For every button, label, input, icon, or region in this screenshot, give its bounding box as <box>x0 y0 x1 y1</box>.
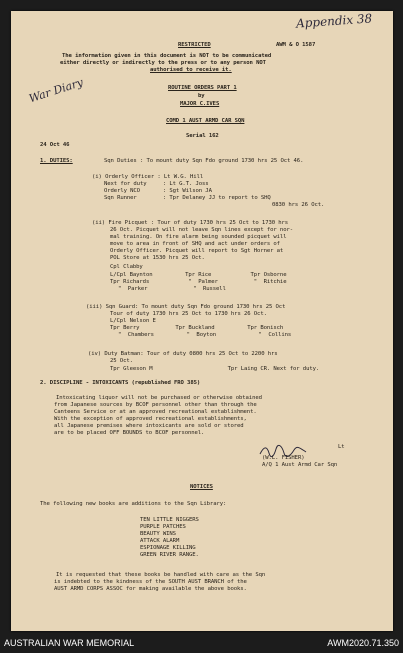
duty-line: 26 Oct. Picquet will not leave Sqn lines except for nor- <box>110 227 293 233</box>
orders-date: 24 Oct 46 <box>40 142 70 148</box>
duty-line: mal training. On fire alarm being sounded picquet will <box>110 234 287 240</box>
notice-line: The information given in this document is NOT to be communicated <box>62 53 272 59</box>
archive-footer <box>0 633 403 653</box>
duty-line: " Chambers " Boyton " Collins <box>118 332 292 338</box>
duty-line: Orderly NCO : Sgt Wilson JA <box>104 188 212 194</box>
discipline-line: With the exception of approved recreational establishments, <box>54 416 247 422</box>
duty-line: POL Store at 1530 hrs 25 Oct. <box>110 255 205 261</box>
duty-line: Tpr Berry Tpr Buckland Tpr Bonisch <box>110 325 284 331</box>
book-title: TEN LITTLE NIGGERS <box>140 517 199 523</box>
duty-line: (i) Orderly Officer : Lt W.G. Hill <box>92 174 204 180</box>
notices-heading: NOTICES <box>190 484 213 490</box>
reference-number: AWM & O 1587 <box>276 42 316 48</box>
discipline-line: from Japanese sources by BCOF personnel other than through the <box>54 402 257 408</box>
notices-closing: It is requested that these books be handled with care as the Sqn <box>56 572 266 578</box>
duty-line: L/Cpl Nelson E <box>110 318 156 324</box>
duty-line: 0830 hrs 26 Oct. <box>272 202 325 208</box>
signatory-title: A/Q 1 Aust Armd Car Sqn <box>262 462 338 468</box>
notice-line: either directly or indirectly to the press or to any person NOT <box>60 60 266 66</box>
orders-title: ROUTINE ORDERS PART 1 <box>168 85 237 91</box>
catalog-number: AWM2020.71.350 <box>327 638 399 648</box>
discipline-line: Canteens Service or at an approved recreational establishment. <box>54 409 257 415</box>
duty-line: (iv) Duty Batman: Tour of duty 0800 hrs 25 Oct to 2200 hrs <box>88 351 278 357</box>
discipline-line: all Japanese premises where intoxicants are sold or stored <box>54 423 244 429</box>
duty-line: Tour of duty 1730 hrs 25 Oct to 1730 hrs 26 Oct. <box>110 311 267 317</box>
duty-line: (ii) Fire Picquet : Tour of duty 1730 hrs 25 Oct to 1730 hrs <box>92 220 289 226</box>
orders-author: MAJOR C.IVES <box>180 101 220 107</box>
book-title: BEAUTY WINS <box>140 531 176 537</box>
notice-line: authorised to receive it. <box>150 67 232 73</box>
appendix-annotation: Appendix 38 <box>295 11 373 31</box>
duty-line: Sqn Runner : Tpr Delaney JJ to report to SHQ <box>104 195 271 201</box>
duty-line: (iii) Sqn Guard: To mount duty Sqn Fdo ground 1730 hrs 25 Oct <box>86 304 286 310</box>
notices-closing: AUST ARMD CORPS ASSOC for making available the above books. <box>54 586 247 592</box>
notices-intro: The following new books are additions to the Sqn Library: <box>40 501 227 507</box>
duties-line: Sqn Duties : To mount duty Sqn Fdo ground 1730 hrs 25 Oct 46. <box>104 158 304 164</box>
institution-label: AUSTRALIAN WAR MEMORIAL <box>4 638 135 648</box>
duty-line: Tpr Gleeson M Tpr Laing CR. Next for duty. <box>110 366 320 372</box>
duty-line: Tpr Richards " Palmer " Ritchie <box>110 279 287 285</box>
book-title: ATTACK ALARM <box>140 538 180 544</box>
signature-rank: Lt <box>338 444 345 450</box>
duty-line: Cpl Clabby <box>110 264 143 270</box>
serial-number: Serial 162 <box>186 133 219 139</box>
discipline-line: Intoxicating liquor will not be purchased or otherwise obtained <box>56 395 262 401</box>
book-title: ESPIONAGE KILLING <box>140 545 196 551</box>
orders-unit: COMD 1 AUST ARMD CAR SQN <box>166 118 245 124</box>
duty-line: Orderly Officer. Picquet will report to Sgt Horner at <box>110 248 284 254</box>
war-diary-annotation: War Diary <box>27 75 85 106</box>
book-title: GREEN RIVER RANGE. <box>140 552 199 558</box>
notices-closing: is indebted to the kindness of the SOUTH AUST BRANCH of the <box>54 579 247 585</box>
duties-heading: 1. DUTIES: <box>40 158 73 164</box>
duty-line: Next for duty : Lt G.T. Joss <box>104 181 209 187</box>
discipline-heading: 2. DISCIPLINE - INTOXICANTS (republished FRO 385) <box>40 380 201 386</box>
signatory-name: (W.L. FISHER) <box>262 455 305 461</box>
duty-line: " Parker " Russell <box>118 286 226 292</box>
restricted-heading: RESTRICTED <box>178 42 211 48</box>
duty-line: 25 Oct. <box>110 358 133 364</box>
orders-by: by <box>198 93 205 99</box>
duty-line: move to area in front of SHQ and act under orders of <box>110 241 280 247</box>
discipline-line: are to be placed OFF BOUNDS to BCOF personnel. <box>54 430 205 436</box>
duty-line: L/Cpl Baynton Tpr Rice Tpr Osborne <box>110 272 287 278</box>
book-title: PURPLE PATCHES <box>140 524 186 530</box>
